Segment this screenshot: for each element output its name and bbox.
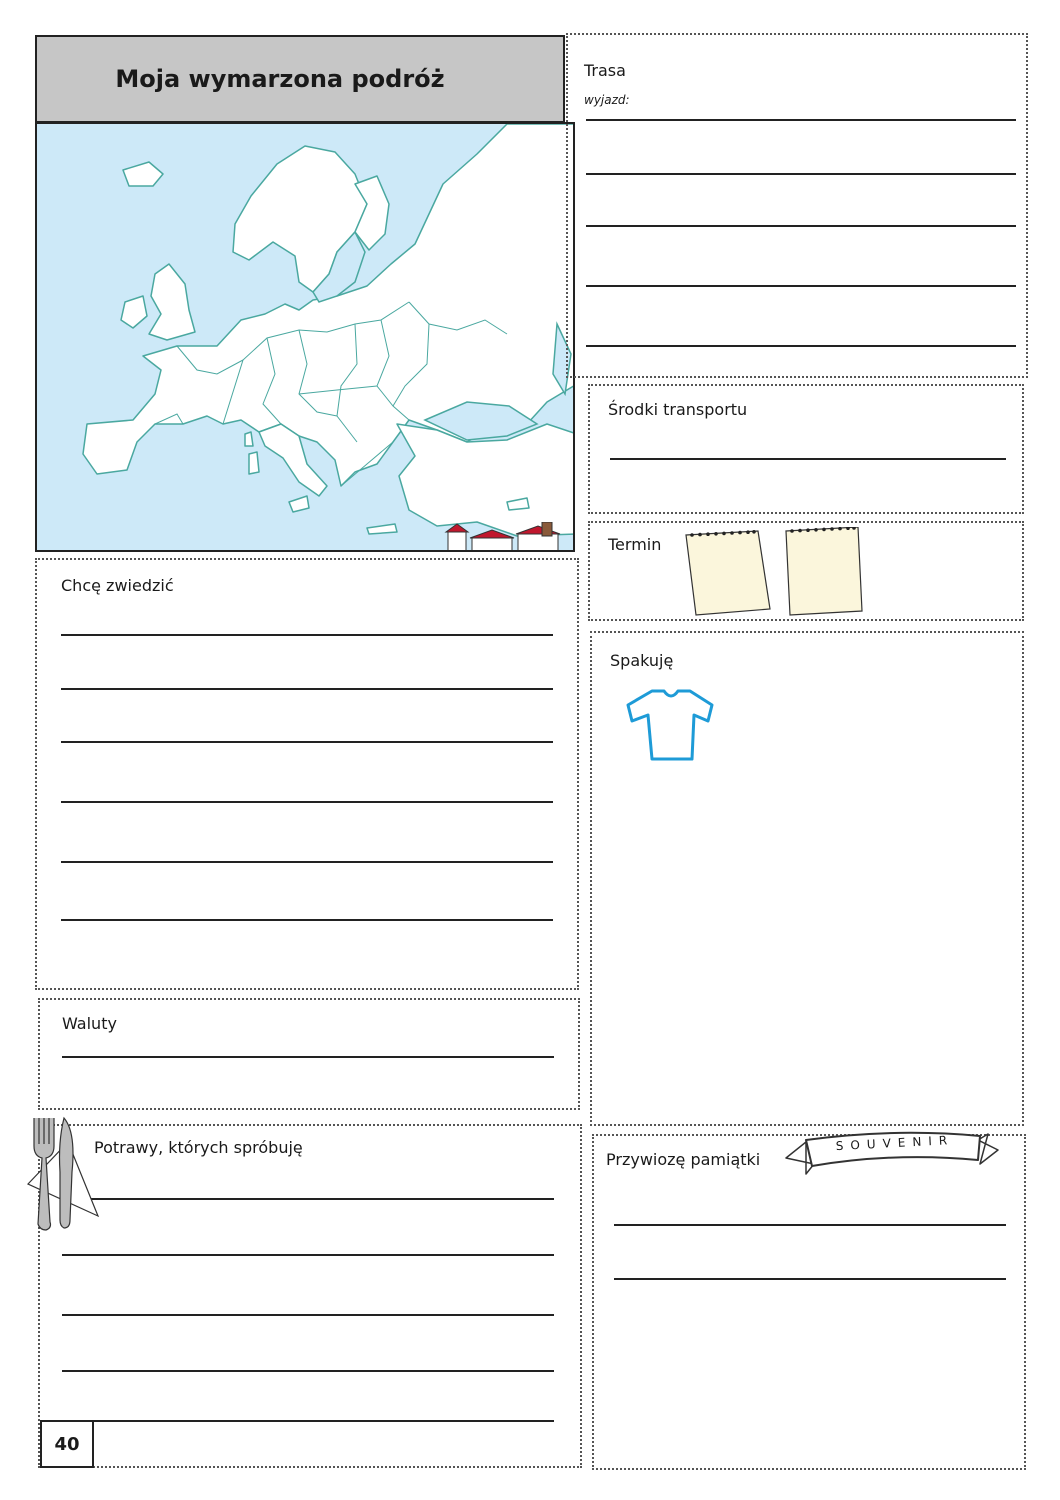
route-line-1[interactable] xyxy=(586,119,1016,121)
sights-box xyxy=(35,558,579,990)
page-title: Moja wymarzona podróż xyxy=(115,65,445,93)
currencies-label: Waluty xyxy=(62,1014,117,1033)
tshirt-icon xyxy=(626,687,716,763)
title-bar xyxy=(35,35,565,123)
castle-illustration xyxy=(442,522,574,552)
europe-map xyxy=(35,122,575,552)
route-sublabel: wyjazd: xyxy=(584,93,630,107)
dishes-box xyxy=(38,1124,582,1468)
souvenirs-box xyxy=(592,1134,1026,1470)
transport-line[interactable] xyxy=(610,458,1006,460)
dishes-line-3[interactable] xyxy=(62,1314,554,1316)
sights-line-1[interactable] xyxy=(61,634,553,636)
banner-text: SOUVENIR xyxy=(835,1132,955,1154)
souvenir-banner xyxy=(784,1128,1000,1178)
cutlery-icon xyxy=(26,1112,100,1234)
route-line-4[interactable] xyxy=(586,285,1016,287)
dates-box xyxy=(588,521,1024,621)
currencies-line[interactable] xyxy=(62,1056,554,1058)
route-label: Trasa xyxy=(584,61,626,80)
sights-label: Chcę zwiedzić xyxy=(61,576,174,595)
dishes-line-4[interactable] xyxy=(62,1370,554,1372)
europe-map-drawing xyxy=(37,124,575,552)
packing-label: Spakuję xyxy=(610,651,674,670)
sights-line-3[interactable] xyxy=(61,741,553,743)
souvenirs-label: Przywiozę pamiątki xyxy=(606,1150,761,1169)
dishes-label: Potrawy, których spróbuję xyxy=(94,1138,303,1157)
currencies-box xyxy=(38,998,580,1110)
sights-line-2[interactable] xyxy=(61,688,553,690)
dates-label: Termin xyxy=(608,535,662,554)
route-box xyxy=(566,33,1028,378)
page-number: 40 xyxy=(40,1420,94,1468)
transport-label: Środki transportu xyxy=(608,400,748,419)
souvenirs-line-2[interactable] xyxy=(614,1278,1006,1280)
packing-box xyxy=(590,631,1024,1126)
route-line-5[interactable] xyxy=(586,345,1016,347)
dishes-line-1[interactable] xyxy=(62,1198,554,1200)
sights-line-5[interactable] xyxy=(61,861,553,863)
transport-box xyxy=(588,384,1024,514)
sticky-notes-icon xyxy=(682,527,872,619)
route-line-3[interactable] xyxy=(586,225,1016,227)
sights-line-6[interactable] xyxy=(61,919,553,921)
route-line-2[interactable] xyxy=(586,173,1016,175)
dishes-line-2[interactable] xyxy=(62,1254,554,1256)
dishes-line-5[interactable] xyxy=(62,1420,554,1422)
sights-line-4[interactable] xyxy=(61,801,553,803)
souvenirs-line-1[interactable] xyxy=(614,1224,1006,1226)
